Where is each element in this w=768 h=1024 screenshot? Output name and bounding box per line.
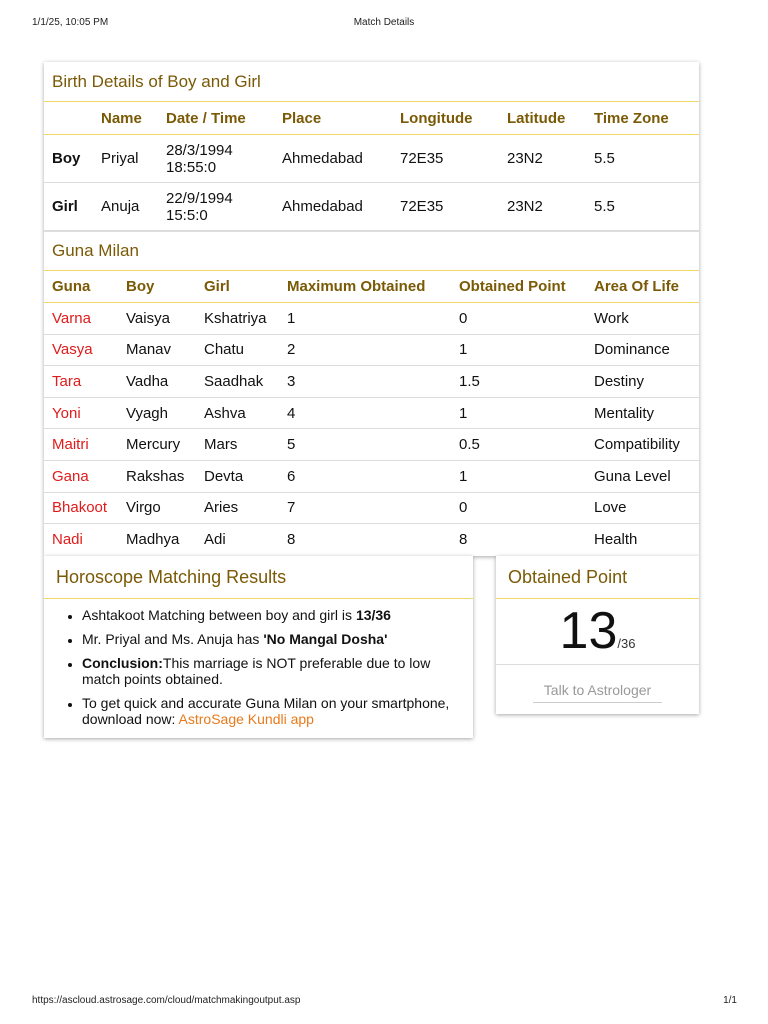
guna-area: Health [594, 531, 638, 549]
talk-to-astrologer-button[interactable]: Talk to Astrologer [533, 677, 662, 703]
app-promo-text: To get quick and accurate Guna Milan on your smartphone, download now: [82, 695, 450, 727]
girl-latitude: 23N2 [507, 198, 543, 215]
guna-area: Mentality [594, 404, 655, 422]
header-place: Place [282, 109, 322, 127]
match-details-card [44, 62, 699, 556]
girl-place: Ahmedabad [282, 198, 363, 215]
header-guna: Guna [52, 278, 91, 295]
guna-obtained: 0.5 [459, 436, 480, 454]
guna-boy: Rakshas [126, 467, 185, 485]
table-row [44, 493, 699, 525]
results-list [44, 599, 473, 727]
guna-girl: Saadhak [204, 372, 264, 390]
guna-girl: Devta [204, 467, 244, 485]
print-page-title: Match Details [353, 17, 415, 28]
guna-boy: Vaisya [126, 309, 170, 327]
girl-longitude: 72E35 [400, 198, 444, 215]
guna-max: 8 [287, 531, 296, 549]
birth-row-girl [44, 183, 699, 231]
guna-max: 3 [287, 372, 296, 390]
guna-boy: Manav [126, 341, 172, 359]
guna-area: Compatibility [594, 436, 680, 454]
table-row [44, 429, 699, 461]
dosha-value: 'No Mangal Dosha' [263, 631, 388, 647]
print-url: https://ascloud.astrosage.com/cloud/matchmakingoutput.asp [32, 995, 301, 1006]
table-row [44, 366, 699, 398]
table-row [44, 335, 699, 367]
guna-name: Bhakoot [52, 499, 108, 517]
obtained-point-title: Obtained Point [496, 556, 699, 599]
print-timestamp: 1/1/25, 10:05 PM [32, 17, 109, 28]
score-display [496, 599, 699, 665]
header-latitude: Latitude [507, 109, 566, 127]
list-item [82, 607, 463, 623]
guna-girl: Ashva [204, 404, 246, 422]
guna-name: Maitri [52, 436, 89, 454]
header-datetime: Date / Time [166, 109, 246, 127]
conclusion-text: This marriage is NOT preferable due to low match points obtained. [82, 655, 431, 687]
guna-boy: Madhya [126, 531, 180, 549]
score-max: /36 [617, 636, 636, 651]
row-label: Boy [52, 150, 81, 167]
guna-max: 2 [287, 341, 296, 359]
guna-obtained: 1 [459, 467, 468, 485]
guna-obtained: 0 [459, 309, 468, 327]
guna-area: Dominance [594, 341, 670, 359]
print-page-number: 1/1 [723, 995, 737, 1006]
matching-results-card [44, 556, 473, 738]
girl-name: Anuja [101, 198, 140, 215]
list-item [82, 631, 463, 647]
guna-boy: Mercury [126, 436, 181, 454]
guna-name: Yoni [52, 404, 81, 422]
score-value: 13 [559, 602, 618, 660]
guna-boy: Vadha [126, 372, 169, 390]
birth-table-header [44, 102, 699, 135]
boy-datetime [166, 142, 233, 176]
boy-date: 28/3/1994 [166, 141, 233, 159]
ashtakoot-text: Ashtakoot Matching between boy and girl is [82, 607, 356, 623]
birth-details-title: Birth Details of Boy and Girl [44, 62, 699, 102]
list-item [82, 655, 463, 687]
obtained-point-card [496, 556, 699, 714]
boy-time: 18:55:0 [166, 158, 217, 176]
guna-area: Love [594, 499, 627, 517]
header-name: Name [101, 109, 142, 127]
guna-name: Vasya [52, 341, 93, 359]
guna-area: Guna Level [594, 467, 671, 485]
header-boy: Boy [126, 278, 155, 295]
boy-timezone: 5.5 [594, 150, 615, 167]
girl-datetime [166, 190, 233, 224]
print-footer [0, 995, 768, 1009]
girl-time: 15:5:0 [166, 206, 208, 224]
guna-boy: Virgo [126, 499, 161, 517]
header-area: Area Of Life [594, 278, 680, 295]
guna-table-header [44, 271, 699, 303]
row-label: Girl [52, 198, 78, 215]
dosha-text: Mr. Priyal and Ms. Anuja has [82, 631, 264, 647]
guna-girl: Kshatriya [204, 309, 267, 327]
girl-date: 22/9/1994 [166, 189, 233, 207]
guna-area: Work [594, 309, 629, 327]
conclusion-label: Conclusion: [82, 655, 163, 671]
girl-timezone: 5.5 [594, 198, 615, 215]
header-maximum: Maximum Obtained [287, 278, 426, 295]
table-row [44, 524, 699, 556]
guna-name: Tara [52, 372, 82, 390]
guna-max: 5 [287, 436, 296, 454]
header-obtained: Obtained Point [459, 278, 566, 295]
guna-boy: Vyagh [126, 404, 168, 422]
guna-name: Varna [52, 309, 91, 327]
guna-obtained: 1 [459, 404, 468, 422]
guna-obtained: 1 [459, 341, 468, 359]
guna-girl: Aries [204, 499, 239, 517]
guna-name: Gana [52, 467, 89, 485]
guna-girl: Adi [204, 531, 226, 549]
guna-obtained: 0 [459, 499, 468, 517]
guna-max: 4 [287, 404, 296, 422]
guna-girl: Mars [204, 436, 238, 454]
boy-place: Ahmedabad [282, 150, 363, 167]
header-longitude: Longitude [400, 109, 473, 127]
print-header [0, 17, 768, 31]
table-row [44, 461, 699, 493]
guna-obtained: 8 [459, 531, 468, 549]
guna-table-body [44, 303, 699, 556]
guna-name: Nadi [52, 531, 83, 549]
boy-latitude: 23N2 [507, 150, 543, 167]
guna-max: 1 [287, 309, 296, 327]
header-girl: Girl [204, 278, 230, 295]
guna-milan-title: Guna Milan [44, 231, 699, 271]
header-timezone: Time Zone [594, 109, 669, 127]
birth-row-boy [44, 135, 699, 183]
table-row [44, 398, 699, 430]
guna-girl: Chatu [204, 341, 245, 359]
guna-max: 6 [287, 467, 296, 485]
guna-obtained: 1.5 [459, 372, 480, 390]
boy-longitude: 72E35 [400, 150, 444, 167]
table-row [44, 303, 699, 335]
boy-name: Priyal [101, 150, 139, 167]
guna-max: 7 [287, 499, 296, 517]
results-title: Horoscope Matching Results [44, 556, 473, 599]
guna-area: Destiny [594, 372, 645, 390]
list-item [82, 695, 463, 727]
kundli-app-link[interactable]: AstroSage Kundli app [178, 711, 314, 727]
ashtakoot-score: 13/36 [355, 607, 391, 623]
